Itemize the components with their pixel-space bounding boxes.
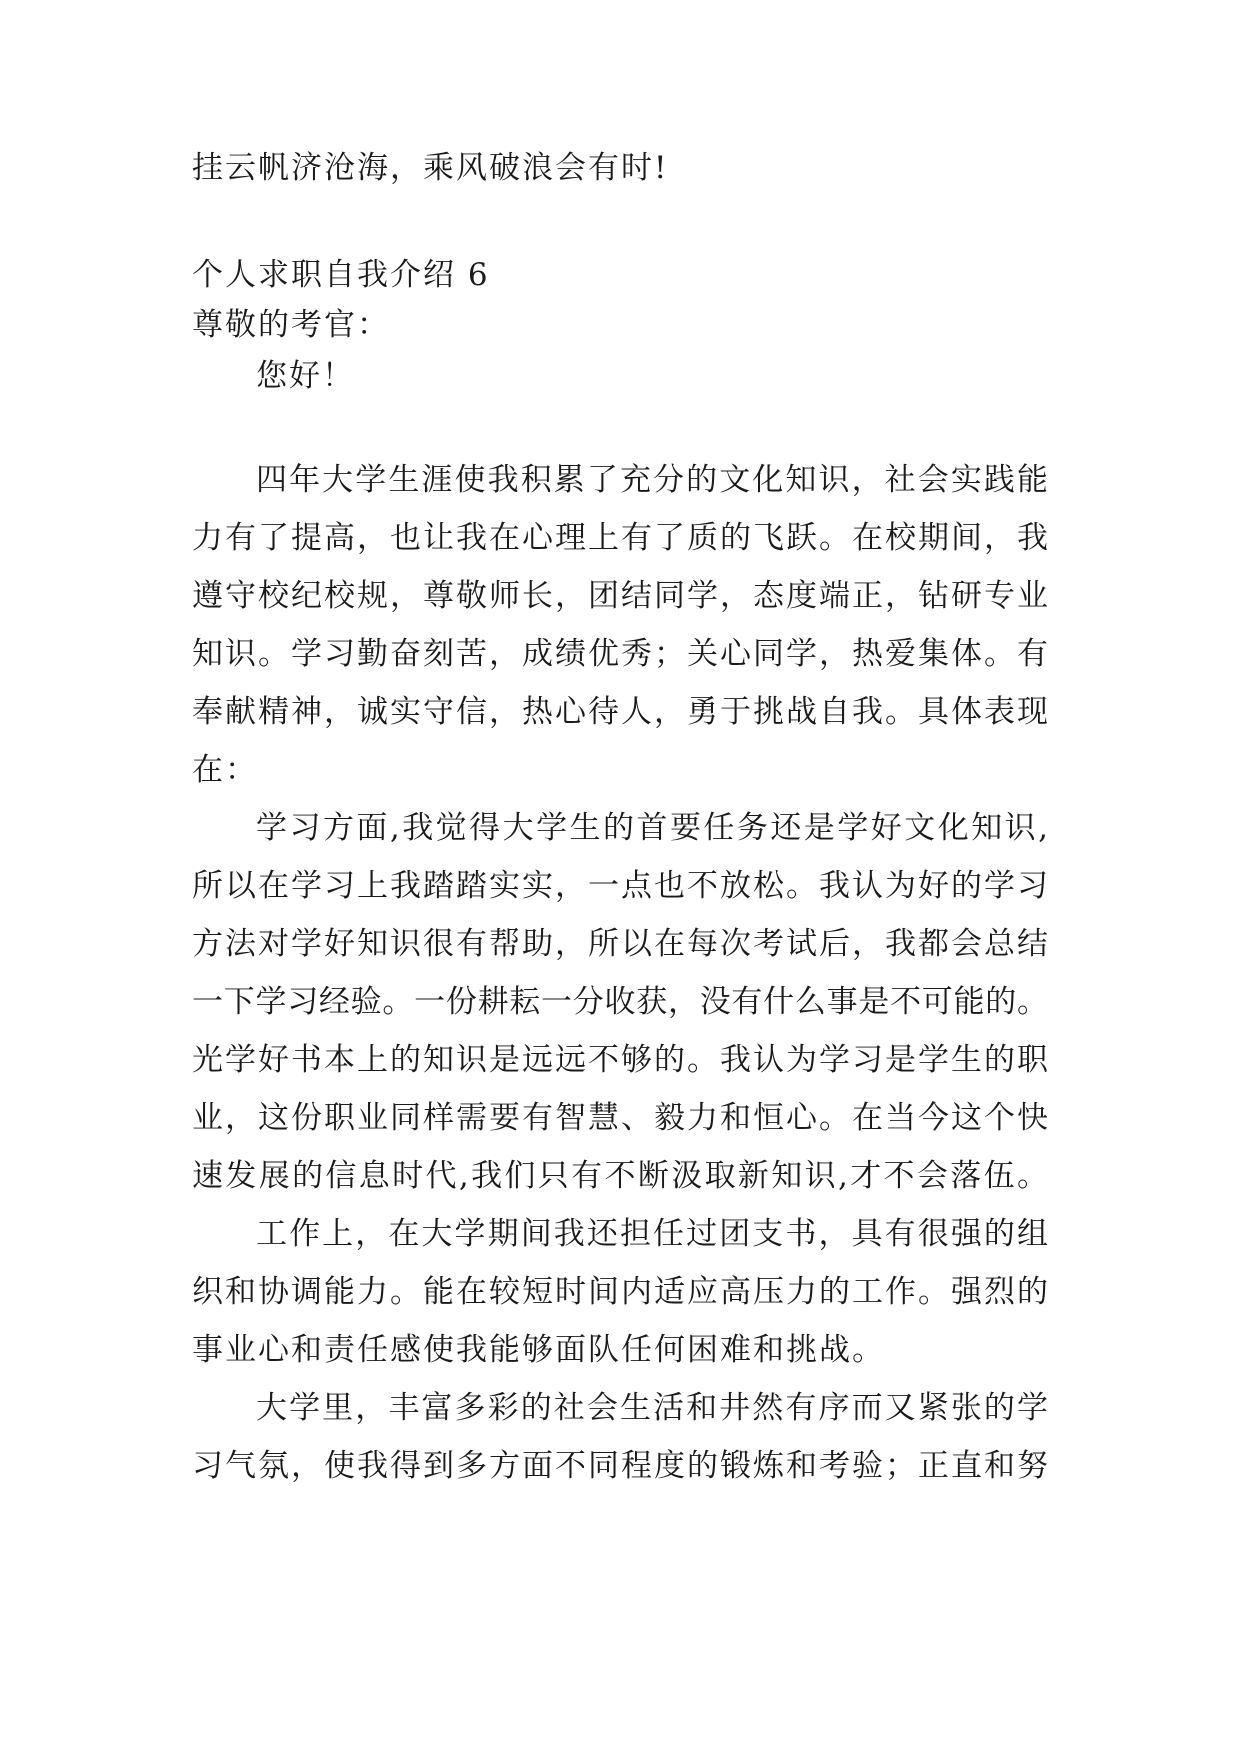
paragraph-line: 力有了提高，也让我在心理上有了质的飞跃。在校期间，我: [192, 520, 1048, 556]
paragraph-line: 速发展的信息时代,我们只有不断汲取新知识,才不会落伍。: [192, 1158, 1048, 1194]
paragraph-line: 奉献精神，诚实守信，热心待人，勇于挑战自我。具体表现: [192, 694, 1048, 730]
paragraph-line: 方法对学好知识很有帮助，所以在每次考试后，我都会总结: [192, 926, 1048, 962]
paragraph-line: 学习方面,我觉得大学生的首要任务还是学好文化知识,: [256, 810, 1048, 846]
paragraph-line: 知识。学习勤奋刻苦，成绩优秀；关心同学，热爱集体。有: [192, 636, 1048, 672]
paragraph-line: 所以在学习上我踏踏实实，一点也不放松。我认为好的学习: [192, 868, 1048, 904]
paragraph-line: 业，这份职业同样需要有智慧、毅力和恒心。在当今这个快: [192, 1100, 1048, 1136]
paragraph-line: 事业心和责任感使我能够面队任何困难和挑战。: [192, 1332, 885, 1368]
paragraph-line: 习气氛，使我得到多方面不同程度的锻炼和考验；正直和努: [192, 1448, 1048, 1484]
paragraph-line: 遵守校纪校规，尊敬师长，团结同学，态度端正，钻研专业: [192, 578, 1048, 614]
salutation: 尊敬的考官：: [192, 307, 390, 343]
closing-line: 挂云帆济沧海，乘风破浪会有时!: [192, 150, 669, 186]
paragraph-line: 在：: [192, 752, 258, 788]
greeting: 您好！: [256, 358, 355, 394]
paragraph-line: 四年大学生涯使我积累了充分的文化知识，社会实践能: [256, 462, 1048, 498]
paragraph-line: 一下学习经验。一份耕耘一分收获，没有什么事是不可能的。: [192, 984, 1048, 1020]
paragraph-line: 光学好书本上的知识是远远不够的。我认为学习是学生的职: [192, 1042, 1048, 1078]
paragraph-line: 工作上，在大学期间我还担任过团支书，具有很强的组: [256, 1216, 1048, 1252]
paragraph-line: 大学里，丰富多彩的社会生活和井然有序而又紧张的学: [256, 1390, 1048, 1426]
section-title: 个人求职自我介绍 6: [192, 257, 490, 293]
paragraph-line: 织和协调能力。能在较短时间内适应高压力的工作。强烈的: [192, 1274, 1048, 1310]
